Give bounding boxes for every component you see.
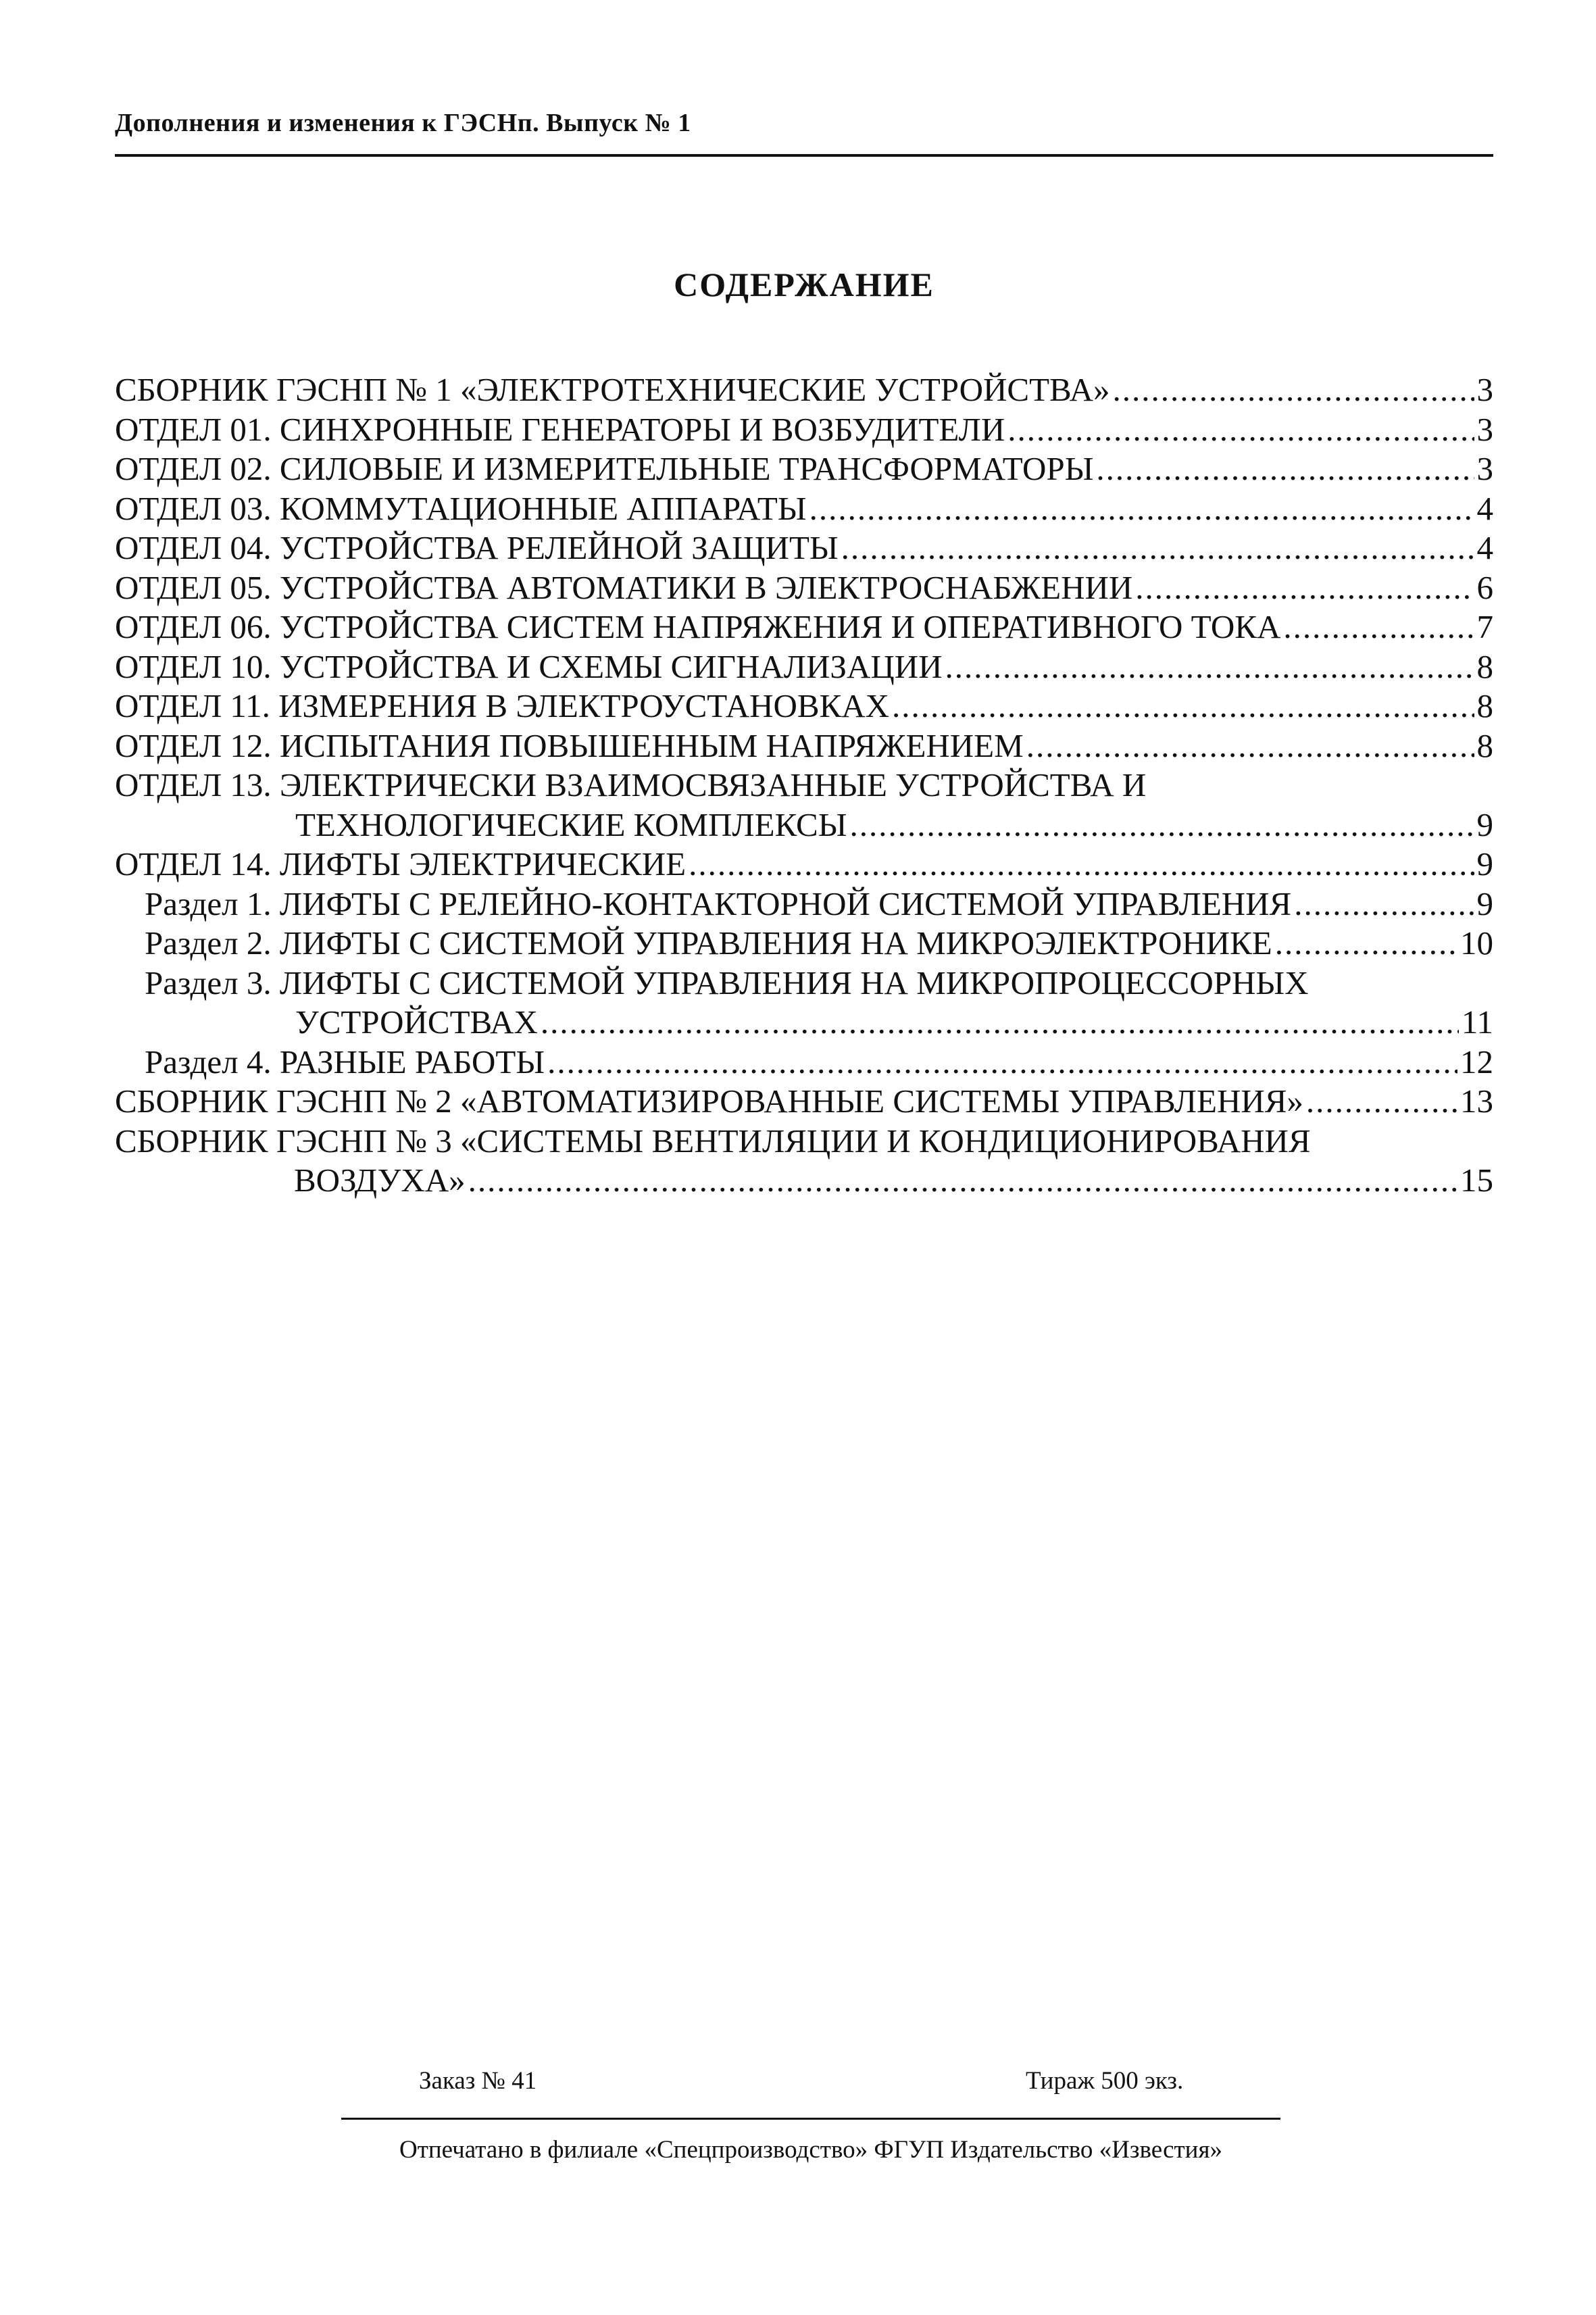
dot-leader xyxy=(468,1161,1457,1201)
toc-entry-page: 3 xyxy=(1476,371,1493,408)
dot-leader xyxy=(1283,607,1474,647)
toc-entry-page: 15 xyxy=(1460,1162,1493,1199)
toc-entry-continuation: ВОЗДУХА» xyxy=(294,1162,466,1199)
toc-entry-page: 4 xyxy=(1476,489,1493,527)
dot-leader xyxy=(841,528,1474,568)
toc-entry-continuation: УСТРОЙСТВАХ xyxy=(295,1003,538,1041)
toc-entry[interactable] xyxy=(115,1043,1493,1082)
toc-entry-page: 9 xyxy=(1476,845,1493,882)
toc-entry-text[interactable]: СБОРНИК ГЭСНП № 3 «СИСТЕМЫ ВЕНТИЛЯЦИИ И КОНДИЦИОНИРОВАНИЯ xyxy=(115,1122,1311,1160)
print-run: Тираж 500 экз. xyxy=(1026,2067,1184,2095)
dot-leader xyxy=(849,805,1474,845)
toc-entry-text: ОТДЕЛ 14. ЛИФТЫ ЭЛЕКТРИЧЕСКИЕ xyxy=(115,845,687,882)
toc-entry-text: ОТДЕЛ 04. УСТРОЙСТВА РЕЛЕЙНОЙ ЗАЩИТЫ xyxy=(115,529,839,566)
toc-entry-page: 3 xyxy=(1476,410,1493,448)
toc-entry-text: ОТДЕЛ 06. УСТРОЙСТВА СИСТЕМ НАПРЯЖЕНИЯ И ОПЕРАТИВНОГО ТОКА xyxy=(115,608,1281,645)
dot-leader xyxy=(541,1003,1459,1043)
toc-entry[interactable] xyxy=(115,1082,1493,1122)
dot-leader xyxy=(1135,568,1474,608)
toc-entry-text: ОТДЕЛ 03. КОММУТАЦИОННЫЕ АППАРАТЫ xyxy=(115,489,807,527)
toc-entry[interactable] xyxy=(115,687,1493,726)
toc-entry-page: 6 xyxy=(1476,568,1493,606)
toc-entry-text[interactable]: Раздел 3. ЛИФТЫ С СИСТЕМОЙ УПРАВЛЕНИЯ НА МИКРОПРОЦЕССОРНЫХ xyxy=(145,964,1309,1001)
toc-entry-text: Раздел 2. ЛИФТЫ С СИСТЕМОЙ УПРАВЛЕНИЯ НА МИКРОЭЛЕКТРОНИКЕ xyxy=(145,924,1272,962)
toc-title: СОДЕРЖАНИЕ xyxy=(674,266,934,303)
dot-leader xyxy=(689,845,1474,885)
dot-leader xyxy=(892,687,1474,726)
toc-entry-page: 11 xyxy=(1461,1003,1493,1041)
table-of-contents xyxy=(115,370,1493,1201)
toc-entry[interactable] xyxy=(115,528,1493,568)
toc-entry-text: ОТДЕЛ 12. ИСПЫТАНИЯ ПОВЫШЕННЫМ НАПРЯЖЕНИЕМ xyxy=(115,726,1024,764)
order-number: Заказ № 41 xyxy=(419,2067,537,2095)
printer-imprint: Отпечатано в филиале «Спецпроизводство» ФГУП Издательство «Известия» xyxy=(399,2136,1223,2164)
toc-entry[interactable] xyxy=(115,568,1493,608)
toc-entry-page: 7 xyxy=(1476,608,1493,645)
toc-entry-text: ОТДЕЛ 01. СИНХРОННЫЕ ГЕНЕРАТОРЫ И ВОЗБУДИТЕЛИ xyxy=(115,410,1005,448)
dot-leader xyxy=(1294,885,1474,924)
toc-entry[interactable] xyxy=(115,410,1493,450)
toc-entry-page: 8 xyxy=(1476,647,1493,685)
toc-entry-text: ОТДЕЛ 05. УСТРОЙСТВА АВТОМАТИКИ В ЭЛЕКТРОСНАБЖЕНИИ xyxy=(115,568,1133,606)
footer-divider xyxy=(341,2118,1280,2120)
toc-entry[interactable] xyxy=(115,885,1493,924)
dot-leader xyxy=(547,1043,1457,1082)
dot-leader xyxy=(809,489,1474,529)
toc-entry-text: СБОРНИК ГЭСНП № 2 «АВТОМАТИЗИРОВАННЫЕ СИСТЕМЫ УПРАВЛЕНИЯ» xyxy=(115,1082,1303,1120)
dot-leader xyxy=(1306,1082,1457,1122)
dot-leader xyxy=(945,647,1474,687)
toc-entry-page: 13 xyxy=(1460,1082,1493,1120)
toc-entry-text: Раздел 4. РАЗНЫЕ РАБОТЫ xyxy=(145,1043,545,1080)
dot-leader xyxy=(1275,924,1457,964)
toc-entry-text: ОТДЕЛ 02. СИЛОВЫЕ И ИЗМЕРИТЕЛЬНЫЕ ТРАНСФОРМАТОРЫ xyxy=(115,450,1094,487)
toc-entry-page: 3 xyxy=(1476,450,1493,487)
dot-leader xyxy=(1007,410,1474,450)
toc-entry-page: 12 xyxy=(1460,1043,1493,1080)
toc-entry-page: 9 xyxy=(1476,885,1493,922)
toc-entry[interactable] xyxy=(115,449,1493,489)
toc-entry[interactable] xyxy=(115,1003,1493,1043)
toc-entry-page: 4 xyxy=(1476,529,1493,566)
toc-entry-text: ОТДЕЛ 10. УСТРОЙСТВА И СХЕМЫ СИГНАЛИЗАЦИИ xyxy=(115,647,943,685)
toc-entry[interactable] xyxy=(115,924,1493,964)
toc-entry[interactable] xyxy=(115,805,1493,845)
toc-entry-text: СБОРНИК ГЭСНП № 1 «ЭЛЕКТРОТЕХНИЧЕСКИЕ УСТРОЙСТВА» xyxy=(115,371,1110,408)
toc-entry[interactable] xyxy=(115,1161,1493,1201)
dot-leader xyxy=(1096,449,1474,489)
toc-entry-page: 8 xyxy=(1476,726,1493,764)
toc-entry[interactable] xyxy=(115,647,1493,687)
toc-entry-page: 10 xyxy=(1460,924,1493,962)
toc-entry[interactable] xyxy=(115,726,1493,766)
toc-entry[interactable] xyxy=(115,489,1493,529)
toc-entry-text[interactable]: ОТДЕЛ 13. ЭЛЕКТРИЧЕСКИ ВЗАИМОСВЯЗАННЫЕ УСТРОЙСТВА И xyxy=(115,766,1147,803)
document-header: Дополнения и изменения к ГЭСНп. Выпуск № 1 xyxy=(115,109,691,137)
toc-entry-text: ОТДЕЛ 11. ИЗМЕРЕНИЯ В ЭЛЕКТРОУСТАНОВКАХ xyxy=(115,687,890,724)
dot-leader xyxy=(1026,726,1474,766)
toc-entry[interactable] xyxy=(115,370,1493,410)
toc-entry-text: Раздел 1. ЛИФТЫ С РЕЛЕЙНО-КОНТАКТОРНОЙ СИСТЕМОЙ УПРАВЛЕНИЯ xyxy=(145,885,1292,922)
dot-leader xyxy=(1113,370,1474,410)
toc-entry-page: 9 xyxy=(1476,805,1493,843)
toc-entry[interactable] xyxy=(115,607,1493,647)
header-divider xyxy=(115,154,1493,157)
toc-entry-continuation: ТЕХНОЛОГИЧЕСКИЕ КОМПЛЕКСЫ xyxy=(295,805,847,843)
toc-entry[interactable] xyxy=(115,845,1493,885)
toc-entry-page: 8 xyxy=(1476,687,1493,724)
